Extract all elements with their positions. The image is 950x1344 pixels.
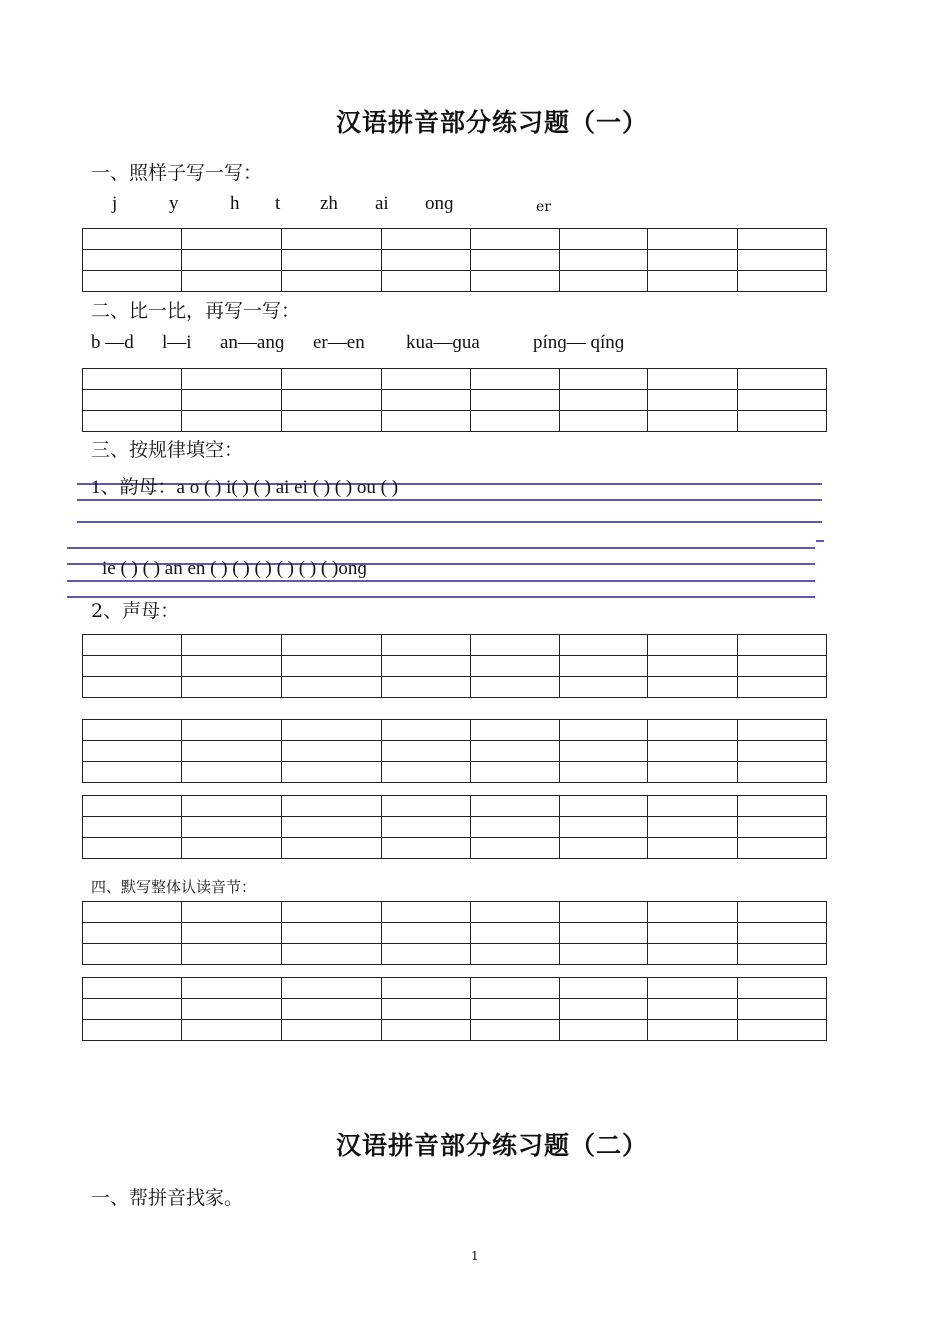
compare-pair: kua—ɡua xyxy=(406,332,480,353)
ruled-line xyxy=(77,521,822,523)
section-3-heading: 三、按规律填空： xyxy=(91,439,244,461)
example-syllable: er xyxy=(536,199,551,215)
example-syllable: zh xyxy=(320,193,338,214)
initials-heading: 2、声母： xyxy=(91,600,180,622)
ruled-line xyxy=(67,547,815,549)
writing-grid xyxy=(82,634,827,698)
example-syllable: h xyxy=(230,193,240,214)
example-syllable: j xyxy=(112,193,118,214)
compare-pair: b —d xyxy=(91,332,134,353)
writing-grid xyxy=(82,719,827,783)
writing-grid xyxy=(82,228,827,292)
ruled-line xyxy=(67,580,815,582)
writing-grid xyxy=(82,901,827,965)
compare-pair: an—anɡ xyxy=(220,332,285,353)
ruled-line xyxy=(816,540,824,542)
ruled-line xyxy=(77,499,822,501)
finals-label: 1、韵母： xyxy=(91,477,177,498)
section-2-heading: 二、比一比，再写一写： xyxy=(91,300,301,322)
example-syllable: y xyxy=(169,193,179,214)
compare-pair: l—i xyxy=(162,332,192,353)
writing-grid xyxy=(82,368,827,432)
example-syllable: onɡ xyxy=(425,193,454,214)
example-syllable: t xyxy=(275,193,281,214)
section-4-heading: 四、默写整体认读音节： xyxy=(91,878,257,896)
finals-line-1 xyxy=(91,472,398,499)
compare-pair: er—en xyxy=(313,332,365,353)
section-1-heading: 一、照样子写一写： xyxy=(91,162,263,184)
page-title-2: 汉语拼音部分练习题（二） xyxy=(336,1131,649,1160)
example-syllable: ai xyxy=(375,193,389,214)
writing-grid xyxy=(82,977,827,1041)
part-2-section-1-heading: 一、帮拼音找家。 xyxy=(91,1187,244,1209)
writing-grid xyxy=(82,795,827,859)
page-title-1: 汉语拼音部分练习题（一） xyxy=(336,108,649,137)
finals-line-2: ie ( ) ( ) an en ( ) ( ) ( ) ( ) ( ) ( )onɡ xyxy=(102,558,367,579)
compare-pair: pínɡ— qínɡ xyxy=(533,332,625,353)
ruled-line xyxy=(67,596,815,598)
page-number: 1 xyxy=(471,1249,479,1263)
finals-sequence-1: a o ( ) i( ) ( ) ai ei ( ) ( ) ou ( ) xyxy=(176,477,399,498)
